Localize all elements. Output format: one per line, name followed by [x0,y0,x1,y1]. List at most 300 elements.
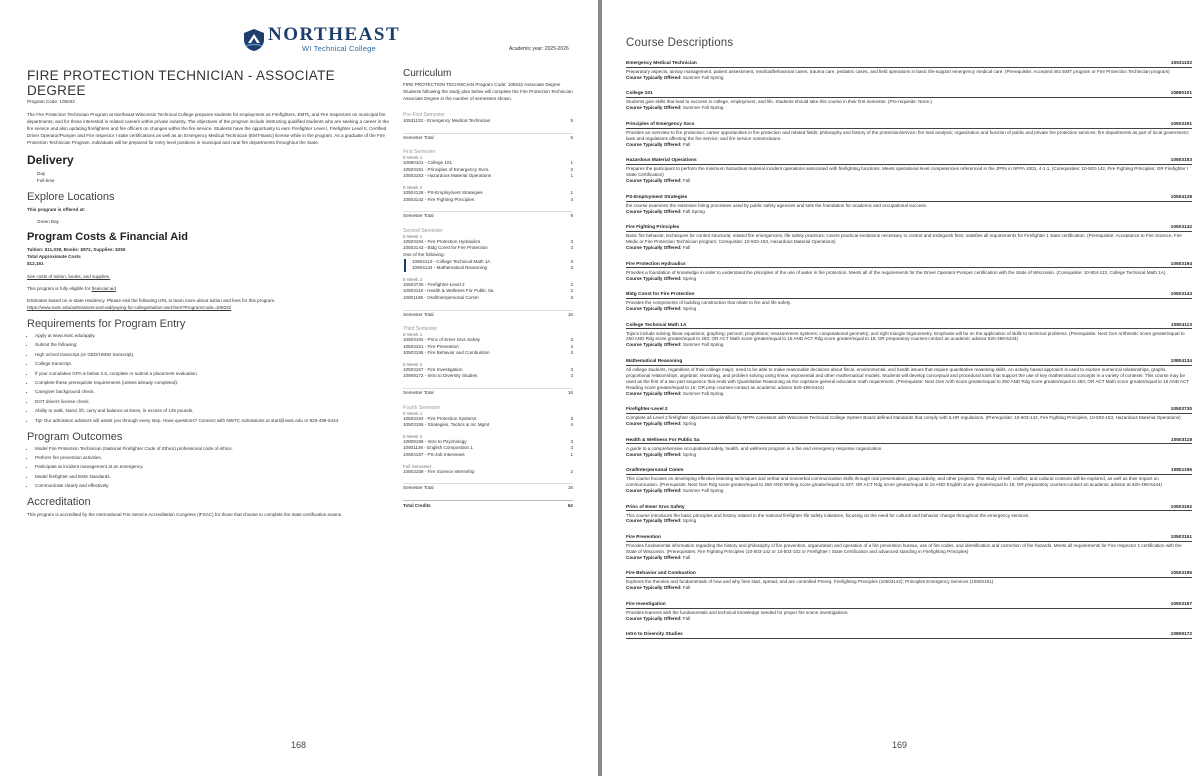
course-name: 10503193 - Fire Protection Systems [403,415,477,421]
course-header [626,359,1192,366]
delivery-heading: Delivery [27,153,74,167]
course-title: College 101 [626,91,653,97]
course-offered [626,488,1192,494]
page-number-right: 169 [892,740,908,750]
week-heading: 8 Week 2 [403,361,423,367]
course-title: Health & Wellness For Public Sa [626,437,700,443]
course-code: 10503118 [1170,437,1192,443]
course-header [626,535,1192,542]
course-offered [626,452,1192,458]
course-description: Provides an overview to fire protection; career opportunities in fire protection and related fields; philosophy and history of the protection/service; fire loss analysis; organization and function of public and private fire protection services; fire departments as part of local government; laws and regulations affecting the fire service; and fire service nomenclature. [626,129,1190,141]
course-offered-label: Course Typically Offered: [626,141,682,147]
course-description: This course focuses on developing effective listening techniques and verbal and nonverbal communication skills through oral presentation, group activity, and other projects. The study of self, conflict, and cultural contexts will be explored, as well as their impact on communication. (Prerequisite: Next Gen Rdg score greater/equal to 250 AND Writing score greater/equal to 237; OR ACT Rdg score greater/equal to 16 AND English score greater/equal to 16; OR preparatory courses-contact an academic advisor at 920-498-5444) [626,476,1163,488]
course-title: Fire Investigation [626,601,666,607]
course-entry [626,407,1192,427]
course-offered [626,342,1192,348]
course-code: 10531102 [1170,61,1192,66]
course-description: the course examines the extensive hiring processes used by public safety agencies and sets the foundation for academic and occupational success. [626,202,928,208]
program-intro: The Fire Protection Technician Program at Northeast Wisconsin Technical College prepares students for employment as Firefighters, EMTs, and Fire Inspectors on municipal fire departments, and for those interested in related careers within private industry. The objectives of the program include instructing qualified students who are seeking a career in the fire service and also updating firefighters and fire officers on changes within the fire service. Students have the opportunity to earn Firefighter Level I, Firefighter Level II, Certified Driver Operator/Pumper and Fire Inspector I state certifications as well as an Emergency Medical Technician (EMT-Basic) license while in the program. As a graduate of the Fire Protection Technician Program, individuals will be prepared for entry level positions in municipal and rural fire departments throughout the State. [27,112,389,145]
course-description: Preparatory aspects, airway management, patient assessment, medical/behavioral cases, trauma care, pediatric cases, and field operations in basic life-support emergency medical care. (Prerequisite: Accepted into EMT program or Fire Protection Technician program) [626,68,1170,74]
course-row [403,239,573,246]
list-item: • High school transcript (or GED/HSED transcript). [35,352,389,358]
course-header [626,61,1192,68]
course-offered-value: Fall [682,178,691,184]
course-credits: 3 [570,350,573,356]
course-offered-label: Course Typically Offered: [626,306,682,311]
semester-total-row [403,388,573,397]
course-entry [626,122,1192,148]
course-name: 10809198 - Intro to Psychology [403,438,467,444]
course-row [403,295,573,302]
course-credits: 3 [570,265,573,271]
course-offered-label: Course Typically Offered: [626,554,682,560]
course-credits: 3 [570,438,573,444]
course-name: 10503195 - Fire Behavior and Combustion [403,350,490,356]
course-credits: 3 [570,373,573,379]
costs-total-label: Total Approximate Costs [27,254,81,259]
requirements-list [27,333,389,424]
list-item: • DOT drivers license check. [35,399,389,405]
course-description: Provides fundamental information regarding the history and philosophy of fire prevention, organization and operation of a fire prevention bureau, use of fire codes, and identification and correction of fire hazards. Meets all requirements for Fire Inspector 1 certification with the State of Wisconsin. (Prerequisites: Fire Fighting Principles (10-503-142 or 10-503-102 or Firefighter I State Certification and advanced standing in Firefighting Principles) [626,543,1182,554]
course-description: Complete all Level 2 firefighter objectives as identified by NFPA consistent with Wisconsin Technical College System Board defined standards that comply with ILHR regulations. (Prerequisite: 10-503-142, Fire Fighting Principles, 10-503-153, Hazardous Material Operations) [626,415,1181,421]
course-entry [626,323,1192,349]
week-heading: 8 Week 1 [403,155,423,161]
course-code: 10503143 [1170,292,1192,298]
course-name: 10503153 - Hazardous Material Operations [403,173,492,179]
course-entry [626,225,1192,251]
course-name: 10503730 - Firefighter-Level 2 [403,281,465,287]
course-name: 10503118 - Health & Wellness For Public Sa [403,288,494,294]
course-row [403,469,573,476]
course-row [403,344,573,351]
course-entry [626,262,1192,282]
locations-offered-label: This program is offered at: [27,207,86,212]
costs-heading: Program Costs & Financial Aid [27,231,188,243]
course-name: 10801196 - Oral/Interpersonal Comm [403,294,479,300]
course-credits: 3 [570,238,573,244]
course-description: Explores the theories and fundamentals of how and why fires start, spread, and are controlled Prereq: Firefighting Principles (10503142); Principles Emergency Services (10503191) [626,579,994,585]
course-offered-value: Spring [682,421,697,427]
course-row-option [404,265,573,272]
course-header [626,323,1192,330]
course-header [626,262,1192,269]
course-row [403,173,573,180]
left-page [0,0,598,776]
course-credits: 4 [570,422,573,428]
course-offered-value: Fall [682,245,691,251]
course-row [403,167,573,174]
course-description: Students gain skills that lead to success in college, employment, and life. Students should take this course in their first semester. (Pre-requisite: None.) [626,99,932,105]
course-credits: 3 [570,258,573,264]
total-credits-label: Total Credits [403,502,431,508]
course-title: Fire Prevention [626,535,661,541]
course-offered-value: Summer Fall Spring [682,105,724,111]
course-row [403,439,573,446]
course-row [403,422,573,429]
course-row-option [404,259,573,266]
program-code: Program Code: 105032 [27,99,75,104]
course-entry [626,571,1192,591]
course-credits: 1 [570,160,573,166]
costs-estimates: Estimates based on in-state residency. Please visit the following URL to learn more about tuition and fees for this program. [27,298,276,303]
course-title: Firefighter-Level 2 [626,407,668,413]
course-credits: 4 [570,196,573,202]
semester-total-value: 5 [570,134,573,140]
semester-heading: Pre-First Semester [403,112,445,118]
course-title: Intro to Diversity Studies [626,632,683,638]
week-heading: Full Semester [403,463,432,469]
course-code: 10503730 [1170,407,1192,413]
course-name: 10890101 - College 101 [403,160,453,166]
course-row [403,452,573,459]
week-heading: 8 Week 1 [403,332,423,338]
course-offered [626,142,1192,148]
list-item: • Submit the following: [35,342,389,348]
course-code: 10503153 [1170,158,1192,164]
course-code: 10503142 [1170,225,1192,231]
course-code: 10503192 [1170,504,1192,510]
week-heading: 8 Week 2 [403,433,423,439]
list-item: • Ability to walk, stand, lift, carry and balance at times, in excess of 125 pounds. [35,408,389,414]
course-description: A guide to a comprehensive occupational safety, health, and wellness program in a fire and emergency response organization. [626,445,883,451]
costs-tuition: Tuition: $11,039, Books: $872, Supplies: $250 [27,247,126,252]
course-row [403,350,573,357]
course-offered-value: Spring [682,518,697,524]
course-credits: 3 [570,366,573,372]
costs-link[interactable]: See costs of tuition, books, and supplies. [27,274,111,279]
semester-heading: Fourth Semester [403,404,441,411]
list-item: • Communicate clearly and effectively. [35,483,389,489]
course-name: 10503159 - Fire Science Internship [403,468,475,474]
course-name: 10503142 - Fire Fighting Principles [403,196,475,202]
course-offered-label: Course Typically Offered: [626,74,682,80]
course-name: 10503192 - Princ of Emer Srvs Safety [403,337,481,343]
course-offered-value: Spring [682,306,697,311]
course-header [626,571,1192,578]
course-name: 10804113 - College Technical Math 1A [412,258,491,264]
course-description: Provides learners with the fundamentals and technical knowledge needed for proper fire scene investigations. [626,609,849,615]
course-credits: 2 [570,288,573,294]
total-credits-row [403,500,573,510]
course-name: 10503191 - Principles of Emergency Svcs. [403,166,490,172]
course-code: 10890101 [1170,91,1192,97]
course-entry [626,61,1192,81]
course-description: Prepares the participant to perform the minimum hazardous material incident operations associated with firefighting functions. Meets operational level competencies referenced in the JPRs in NFPA 1001, 4-1.1. (Corequisites: 10-503-142, Fire Fighting Principles; OR Firefighter I State Certification) [626,166,1189,178]
course-offered-label: Course Typically Offered: [626,178,682,184]
semester-total-label: Semester Total [403,311,434,317]
course-offered-label: Course Typically Offered: [626,487,682,493]
course-description: Provides a foundation of knowledge in order to understand the principles of the use of water in fire protection. Meets all of the requirements for the Driver Operator-Pumper certification with the State of Wisconsin. (Corequisite: 10-804-113, College Technical Math 1A) [626,269,1166,275]
financial-aid-link[interactable]: financial aid [91,286,116,291]
course-offered-label: Course Typically Offered: [626,105,682,111]
course-row [403,373,573,380]
course-title: Fire Fighting Principles [626,225,680,231]
accreditation-heading: Accreditation [27,496,91,509]
course-description: This course introduces the basic principles and history related to the national firefighter life safety initiatives, focusing on the need for cultural and behavior change throughout the emergency services. [626,512,1030,518]
course-code: 10503195 [1170,571,1192,577]
course-offered-value: Spring [682,275,697,281]
course-row [403,190,573,197]
course-offered-label: Course Typically Offered: [626,208,682,214]
course-title: Princ of Emer Srvs Safety [626,504,685,510]
course-code: 10804134 [1170,358,1192,364]
financial-aid-text: This program is fully eligible for [27,286,91,291]
outcomes-heading: Program Outcomes [27,430,123,443]
course-header [626,438,1192,445]
course-name: 10503151 - Fire Prevention [403,343,459,349]
semester-heading: Third Semester [403,326,438,333]
course-row [403,245,573,252]
course-offered [626,616,1192,622]
week-heading: 8 Week 2 [403,276,423,282]
course-title: Hazardous Material Operations [626,158,697,164]
outcomes-list [27,446,389,490]
course-name: 10531102 - Emergency Medical Technician [403,118,491,123]
course-credits: 4 [570,343,573,349]
course-offered-value: Summer Fall Spring [682,487,724,493]
course-credits: 2 [570,166,573,172]
course-name: 10503143 - Bldg Const for Fire Protection [403,245,488,251]
course-title: Oral/Interpersonal Comm [626,468,684,474]
course-offered-value: Summer Fall Spring [682,342,724,348]
course-entry [626,602,1192,622]
course-offered-value: Fall [682,554,691,560]
course-header [626,91,1192,98]
course-code: 10503151 [1170,535,1192,541]
course-offered-value: Summer Fall Spring [682,74,724,80]
course-entry [626,158,1192,184]
course-offered [626,105,1192,111]
course-offered-value: Fall [682,615,691,621]
course-entry [626,292,1192,312]
course-entry [626,632,1192,639]
course-offered-label: Course Typically Offered: [626,585,682,591]
course-credits: 3 [570,337,573,343]
semester-total-row [403,133,573,142]
list-item: • Model Fire Protection Technician (National Firefighter Code of Ethics) professional code of ethics. [35,446,389,452]
course-entry [626,535,1192,561]
list-item: • Participate at incident management at an emergency. [35,464,389,470]
curriculum-intro: FIRE PROTECTION TECHNICIAN Program Code: 105032 Associate Degree Students following the study plan below will complete the Fire Protection Technician Associate Degree in the number of semesters shown. [403,82,573,101]
logo-name: NORTHEAST [268,24,401,45]
curriculum-column [403,68,573,509]
semester-heading: Second Semester [403,227,443,234]
semester-total-value: 9 [570,213,573,219]
semester-total-label: Semester Total [403,134,434,140]
semester-total-label: Semester Total [403,390,434,396]
semester-heading: First Semester [403,149,436,156]
course-title: Emergency Medical Technician [626,61,697,66]
course-row [403,445,573,452]
course-header [626,122,1192,129]
course-description: Basic fire behavior, techniques for control structural, related fire emergencies, life safety practices; covers practical evolutions necessary to control and extinguish fires; satisfies all requirements for Firefighter 1 state certification. (Prerequisite: Acceptance to Fire Science, Fire Medic or Fire Protection Technician program; Corequisite: 10-503-153, Hazardous Material Operations) [626,233,1182,245]
course-credits: 2 [570,281,573,287]
course-offered-label: Course Typically Offered: [626,275,682,281]
week-heading: 8 Week 1 [403,410,423,416]
course-offered [626,518,1192,524]
list-item: • Apply at www.nwtc.edu/apply. [35,333,389,339]
semester-total-row [403,211,573,220]
course-credits: 2 [570,468,573,474]
week-heading: 8 Week 2 [403,184,423,190]
course-list [626,61,1192,650]
course-offered-label: Course Typically Offered: [626,342,682,348]
course-offered-label: Course Typically Offered: [626,245,682,251]
course-offered [626,245,1192,251]
course-offered [626,276,1192,282]
course-description: All college students, regardless of their college major, need to be able to make reasonable decisions about fiscal, environmental, and health issues that require quantitative reasoning skills. An activity based approach is used to explore numerical relationships, graphs, proportional relationships, algebraic reasoning, and problem solving using linear, exponential and other mathematical models. Students will develop conceptual and procedural tools that support the use of key mathematical concepts in a variety of contexts. This course may be used as the first of a two part sequence that ends with Quantitative Reasoning as the capstone general education math requirement. (Prerequisite: Next Gen Arith score greater/equal to 250 AND Rdg score greater/equal to 250; OR ACT Math score greater/equal to 15 AND ACT Reading score greater/equal to 16; OR prep courses-contact an academic advisor 920-498-5444) [626,366,1190,390]
course-code: 10809172 [1170,632,1192,638]
curriculum-title: Curriculum [403,68,452,79]
course-name: 10504128 - PS-Employment Strategies [403,189,483,195]
course-offered-label: Course Typically Offered: [626,518,682,524]
course-offered [626,391,1192,397]
list-item: • If your cumulative GPA is below 2.6, complete or submit a placement evaluation. [35,371,389,377]
semester-total-row [403,310,573,319]
delivery-item: Full-time [37,178,55,183]
list-item: • College transcript. [35,361,389,367]
course-entry [626,359,1192,397]
list-item: • Complete these prerequisite requirements (unless already completed): [35,380,389,386]
course-credits: 1 [570,452,573,458]
program-info-column [27,68,389,518]
course-credits: 1 [570,173,573,179]
course-name: 10503155 - Strategies, Tactics & Inc Mgmt [403,422,490,428]
course-row [403,197,573,204]
course-offered-label: Course Typically Offered: [626,615,682,621]
course-header [626,195,1192,202]
course-description: Topics include solving linear equations; graphing; percent; proportions; measurement systems; computational geometry; and right triangle trigonometry. Emphasis will be on the application of skills to technical problems. (Prerequisite: Next Gen Arithmetic score greater/equal to 250 AND Rdg score greater/equal to 250; OR ACT Math score greater/equal to 15 AND ACT Rdg score greater/equal to 16; OR preparatory courses-contact an academic advisor 920-498-5444) [626,330,1185,342]
course-row [403,282,573,289]
course-title: Fire Protection Hydraulics [626,261,686,267]
course-offered-value: Fall Spring [682,208,705,214]
course-offered-label: Course Typically Offered: [626,421,682,427]
course-offered [626,421,1192,427]
course-name: 10504197 - PS-Job Interviews [403,452,465,458]
semester-total-value: 16 [567,485,573,491]
course-entry [626,468,1192,494]
course-title: Principles of Emergency Svcs [626,121,695,127]
logo-emblem-icon [243,28,265,52]
course-title: Fire Behavior and Combustion [626,571,696,577]
course-row [403,118,573,125]
course-title: PS-Employment Strategies [626,194,688,200]
course-header [626,632,1192,639]
course-offered [626,585,1192,591]
one-of-label [403,252,573,259]
week-heading: 8 Week 1 [403,233,423,239]
semester-total-row [403,483,573,492]
course-code: 10801196 [1170,468,1192,474]
course-offered-label: Course Typically Offered: [626,451,682,457]
list-item: • Model firefighter and EMS standards. [35,474,389,480]
locations-heading: Explore Locations [27,191,115,203]
semester-total-value: 16 [567,390,573,396]
course-row [403,337,573,344]
course-entry [626,195,1192,215]
course-row [403,416,573,423]
course-offered [626,306,1192,312]
course-header [626,505,1192,512]
program-title: FIRE PROTECTION TECHNICIAN - ASSOCIATE DEGREE [27,68,335,98]
course-offered [626,555,1192,561]
course-code: 10804113 [1170,322,1192,328]
costs-total-value: $12,161 [27,261,44,266]
course-header [626,158,1192,165]
financial-aid-line [27,285,389,292]
course-offered-value: Fall [682,585,691,591]
list-item: • Perform fire prevention activities. [35,455,389,461]
requirements-heading: Requirements for Program Entry [27,318,186,330]
course-header [626,602,1192,609]
course-offered-value: Summer Fall Spring [682,390,724,396]
semester-total-value: 16 [567,311,573,317]
course-header [626,407,1192,414]
one-of-text: One of the following: [403,251,445,257]
list-item: • Caregiver background check. [35,389,389,395]
course-header [626,225,1192,232]
course-name: 10503194 - Fire Protection Hydraulics [403,238,481,244]
semester-total-label: Semester Total [403,213,434,219]
tuition-url-link[interactable]: https://www.nwtc.edu/admissions-and-aid/paying-for-college/tuition-and-fees?ProgramCode=105032 [27,305,232,310]
accreditation-text: This program is accredited by the International Fire Service Accreditation Congress (IFSAC) for those that choose to complete the state certification exams. [27,512,343,518]
page-number-left: 168 [291,740,307,750]
right-page [602,0,1200,776]
course-entry [626,438,1192,458]
total-credits-value: 62 [567,502,573,508]
course-code: 10503194 [1170,261,1192,267]
course-offered [626,209,1192,215]
course-title: Mathematical Reasoning [626,358,683,364]
course-row [403,367,573,374]
course-descriptions-title: Course Descriptions [626,37,734,49]
course-credits: 3 [570,294,573,300]
location-item: Green Bay [37,219,59,224]
course-code: 10503157 [1170,601,1192,607]
logo-subtitle: WI Technical College [302,44,376,53]
course-row [403,288,573,295]
course-offered [626,75,1192,81]
course-offered-value: Spring [682,451,697,457]
delivery-item: Day [37,171,46,176]
academic-year: Academic year: 2025-2026 [509,46,569,52]
course-credits: 3 [570,245,573,251]
course-name: 10809172 - Intro to Diversity Studies [403,373,478,379]
course-code: 10503191 [1170,121,1192,127]
course-credits: 3 [570,445,573,451]
semester-total-label: Semester Total [403,485,434,491]
course-entry [626,91,1192,111]
course-description: Provides the components of building construction that relate to fire and life safety. [626,300,792,306]
list-item: • Tip! Our admission advisors will assist you through every step. Have questions? Connect with NWTC Admissions at start@nwtc.edu or 920-498-5444. [35,418,389,424]
course-offered [626,178,1192,184]
course-credits: 1 [570,189,573,195]
course-title: Bldg Const for Fire Protection [626,292,695,298]
course-offered-value: Fall [682,141,691,147]
course-name: 10503157 - Fire Investigation [403,366,463,372]
course-row [403,160,573,167]
course-credits: 5 [570,118,573,123]
course-offered-label: Course Typically Offered: [626,390,682,396]
course-name: 10804134 - Mathematical Reasoning [412,265,488,271]
course-credits: 3 [570,415,573,421]
course-header [626,468,1192,475]
college-logo [243,26,400,53]
course-code: 10504128 [1170,194,1192,200]
course-entry [626,505,1192,525]
course-name: 10801136 - English Composition 1 [403,445,473,451]
course-header [626,292,1192,299]
